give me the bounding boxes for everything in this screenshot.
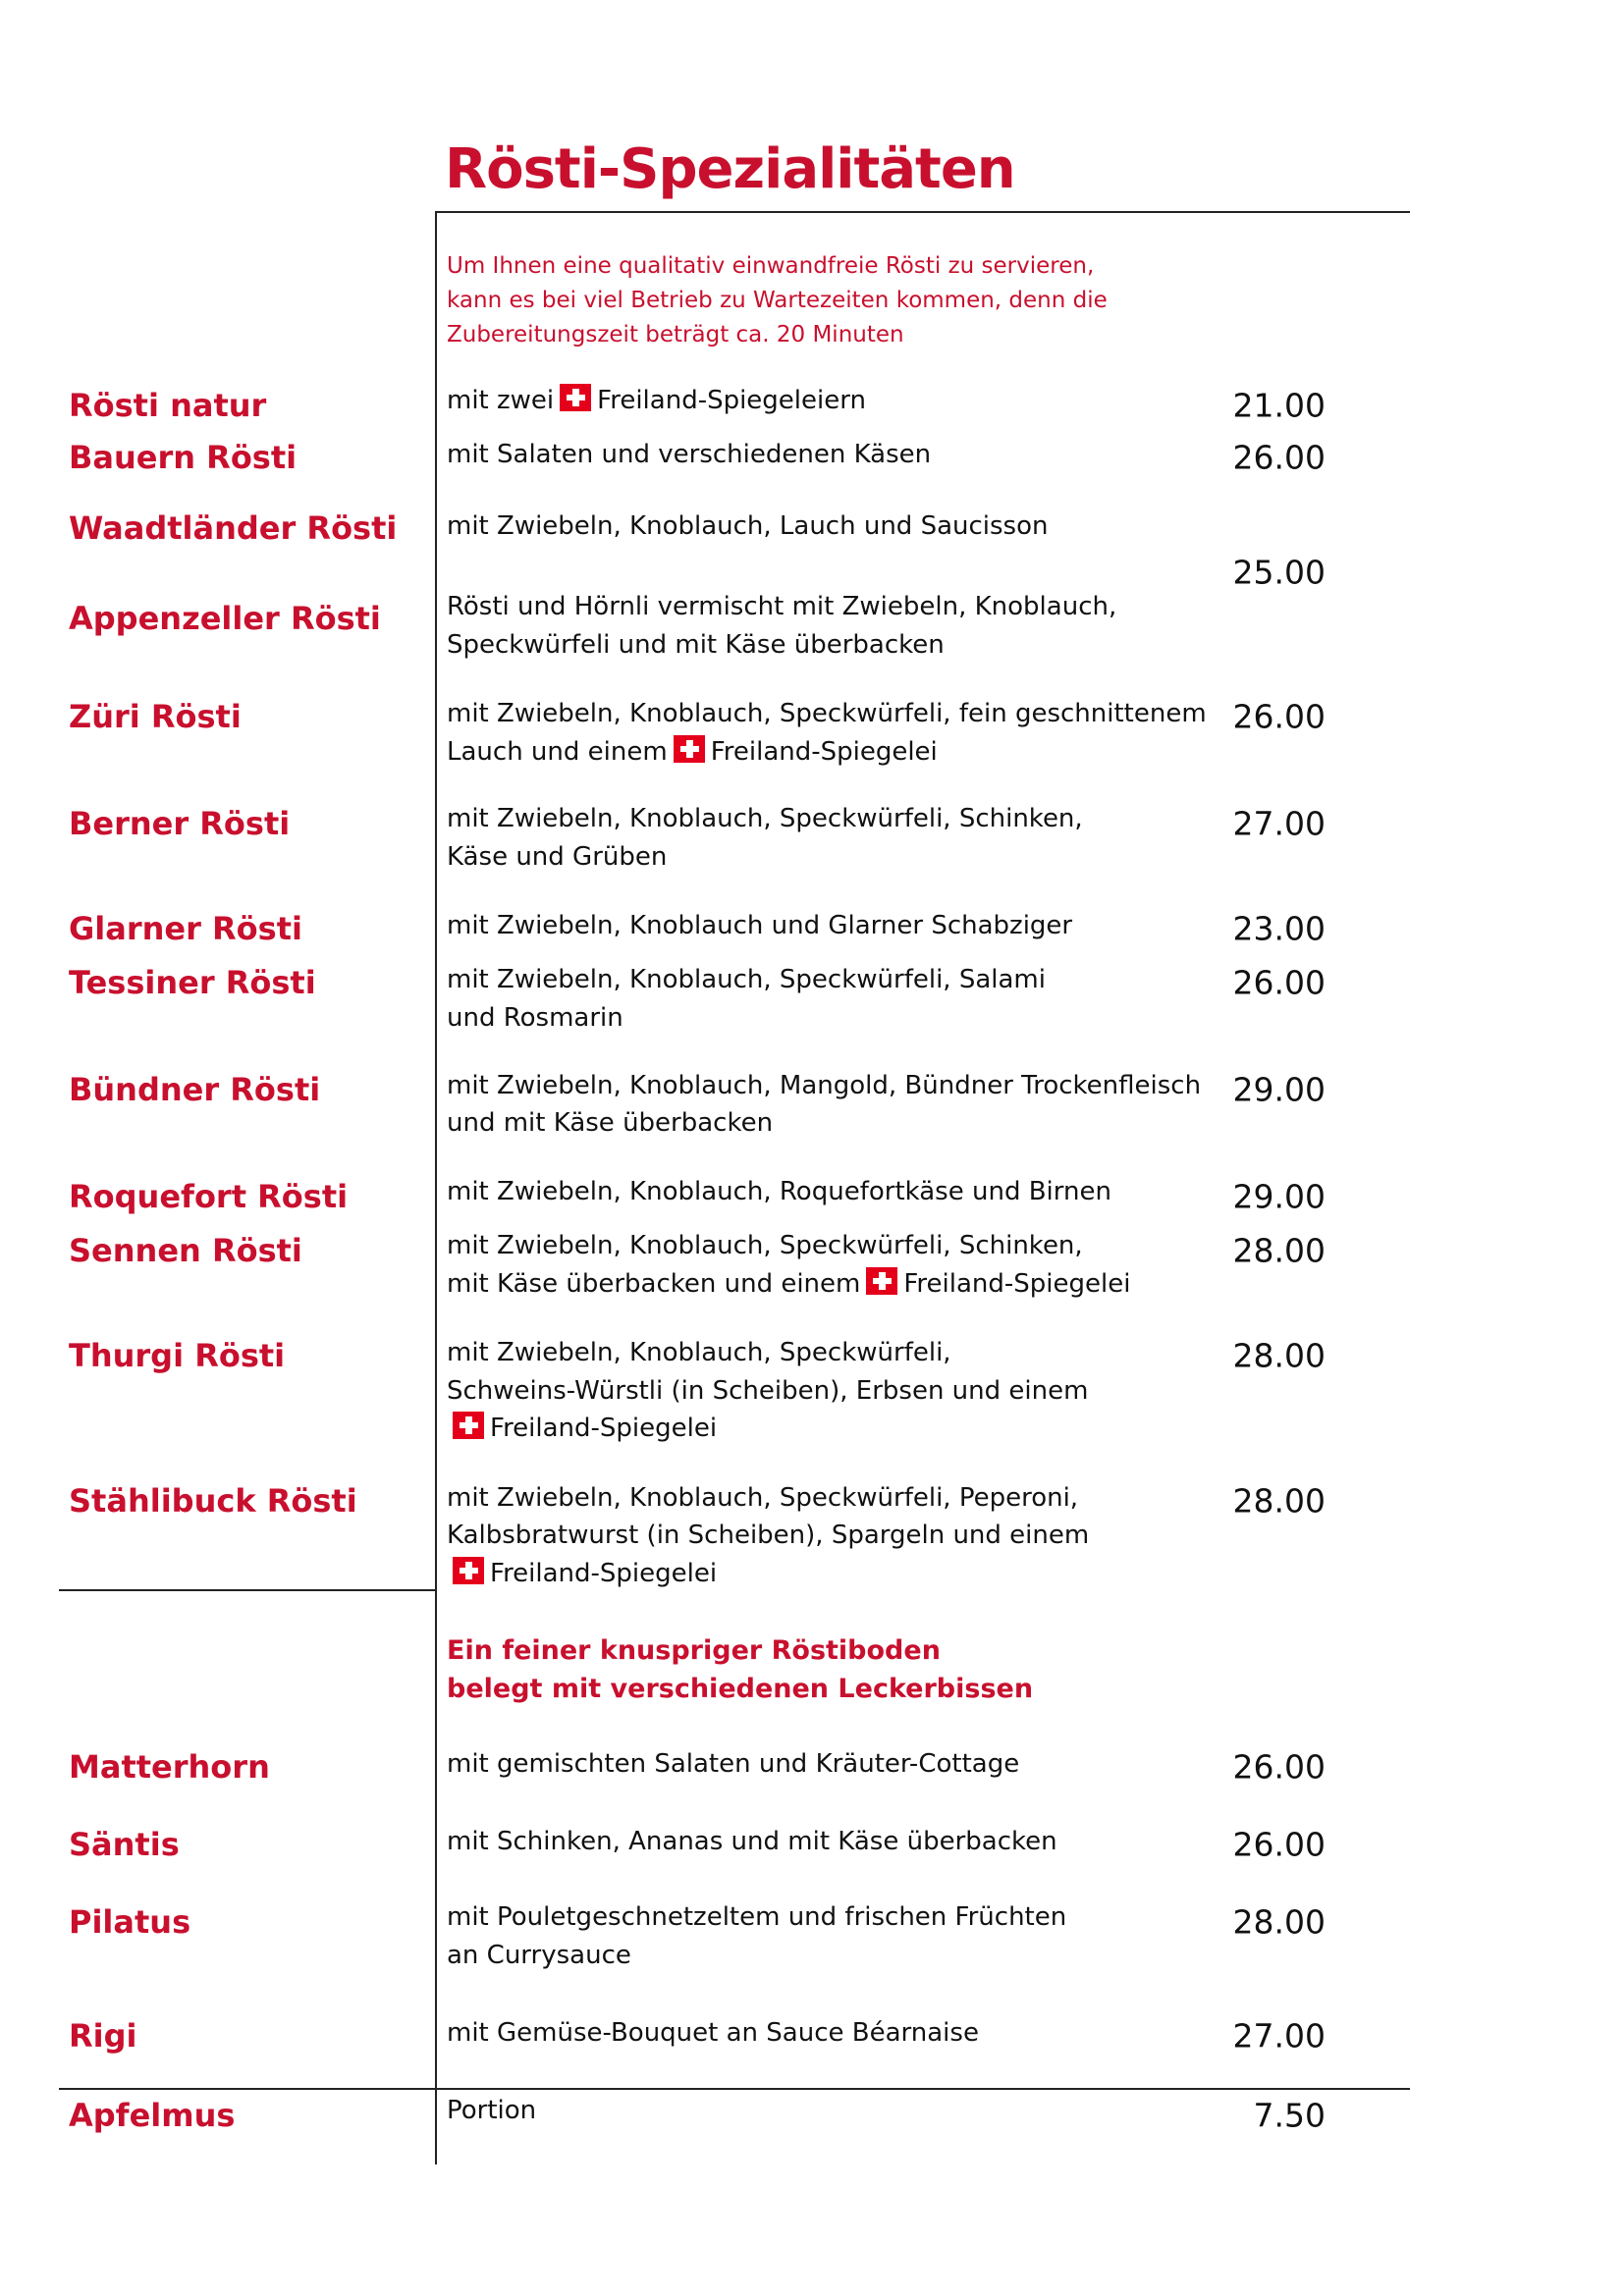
swiss-flag-icon — [560, 384, 591, 411]
description-text: Lauch und einem — [447, 736, 668, 767]
item-description — [447, 800, 1083, 876]
item-name: Thurgi Rösti — [69, 1337, 286, 1375]
item-name: Bauern Rösti — [69, 439, 298, 477]
item-price: 26.00 — [1232, 697, 1326, 736]
description-line — [447, 1517, 1089, 1555]
description-text: mit Schinken, Ananas und mit Käse überbacken — [447, 1826, 1057, 1856]
swiss-flag-icon — [453, 1557, 484, 1584]
description-text: mit Pouletgeschnetzeltem und frischen Früchten — [447, 1902, 1067, 1933]
item-name: Glarner Rösti — [69, 910, 302, 948]
description-line — [447, 999, 1046, 1038]
page-title: Rösti-Spezialitäten — [445, 137, 1015, 201]
item-price: 26.00 — [1232, 1825, 1326, 1864]
item-name: Berner Rösti — [69, 804, 291, 842]
description-line — [447, 1479, 1089, 1518]
intro-line: Zubereitungszeit beträgt ca. 20 Minuten — [447, 322, 904, 347]
item-price: 26.00 — [1232, 438, 1326, 477]
item-name: Roquefort Rösti — [69, 1177, 349, 1215]
description-text: Freiland-Spiegelei — [903, 1268, 1131, 1299]
item-description — [447, 1334, 1088, 1448]
description-text: an Currysauce — [447, 1940, 631, 1970]
item-description — [447, 1898, 1066, 1974]
description-line — [447, 1937, 1066, 1975]
description-text: mit Zwiebeln, Knoblauch, Roquefortkäse und Birnen — [447, 1177, 1111, 1207]
item-name: Säntis — [69, 1825, 180, 1863]
description-text: Freiland-Spiegelei — [490, 1414, 718, 1444]
item-description — [447, 2092, 536, 2130]
item-description — [447, 1479, 1089, 1593]
description-line — [447, 2014, 979, 2053]
item-name: Pilatus — [69, 1902, 191, 1941]
description-text: Rösti und Hörnli vermischt mit Zwiebeln, Knoblauch, — [447, 592, 1117, 622]
item-name: Stählibuck Rösti — [69, 1481, 357, 1520]
item-description — [447, 1067, 1201, 1143]
item-description — [447, 436, 931, 474]
description-text: Freiland-Spiegeleiern — [597, 386, 866, 416]
item-name: Apfelmus — [69, 2096, 236, 2134]
description-text: Freiland-Spiegelei — [710, 736, 938, 767]
swiss-flag-icon — [866, 1267, 897, 1295]
description-line — [447, 436, 931, 474]
description-text: Freiland-Spiegelei — [490, 1558, 718, 1588]
item-name: Bündner Rösti — [69, 1071, 321, 1109]
item-price: 28.00 — [1232, 1231, 1326, 1270]
divider-top — [435, 211, 1410, 213]
description-text: mit gemischten Salaten und Kräuter-Cottage — [447, 1748, 1020, 1779]
description-text: Portion — [447, 2096, 537, 2126]
description-text: mit Gemüse-Bouquet an Sauce Béarnaise — [447, 2018, 979, 2049]
description-line — [447, 1410, 1088, 1448]
description-line — [447, 1104, 1201, 1143]
description-text: mit Käse überbacken und einem — [447, 1268, 861, 1299]
description-text: mit Zwiebeln, Knoblauch, Speckwürfeli, Schinken, — [447, 804, 1083, 834]
description-line — [447, 733, 1207, 772]
description-line — [447, 1227, 1130, 1265]
description-line — [447, 1265, 1130, 1304]
description-text: mit Zwiebeln, Knoblauch, Speckwürfeli, fein geschnittenem — [447, 699, 1207, 729]
item-name: Rigi — [69, 2017, 137, 2056]
description-text: Kalbsbratwurst (in Scheiben), Spargeln und einem — [447, 1521, 1090, 1551]
item-price: 27.00 — [1232, 804, 1326, 843]
description-text: und Rosmarin — [447, 1002, 623, 1033]
item-name: Sennen Rösti — [69, 1231, 302, 1269]
description-text: mit Zwiebeln, Knoblauch, Speckwürfeli, — [447, 1338, 951, 1368]
item-description — [447, 1823, 1057, 1861]
description-text: mit Zwiebeln, Knoblauch, Speckwürfeli, Schinken, — [447, 1231, 1083, 1261]
description-line — [447, 1898, 1066, 1937]
item-description — [447, 907, 1072, 945]
description-text: mit Zwiebeln, Knoblauch, Mangold, Bündner Trockenfleisch — [447, 1070, 1202, 1100]
description-text: Schweins-Würstli (in Scheiben), Erbsen und einem — [447, 1375, 1089, 1406]
item-price: 27.00 — [1232, 2016, 1326, 2056]
item-price: 25.00 — [1232, 553, 1326, 592]
intro-line: kann es bei viel Betrieb zu Wartezeiten kommen, denn die — [447, 288, 1108, 313]
description-line — [447, 1067, 1201, 1105]
section-note-line: Ein feiner knuspriger Röstiboden — [447, 1635, 941, 1666]
item-name: Appenzeller Rösti — [69, 600, 381, 638]
description-line — [447, 588, 1116, 626]
item-price: 28.00 — [1232, 1481, 1326, 1521]
description-line — [447, 1173, 1111, 1211]
item-price: 26.00 — [1232, 1747, 1326, 1787]
item-description — [447, 2014, 979, 2053]
description-line — [447, 626, 1116, 665]
description-line — [447, 1555, 1089, 1593]
description-text: mit zwei — [447, 386, 555, 416]
item-description — [447, 382, 866, 420]
item-price: 28.00 — [1232, 1336, 1326, 1375]
item-description — [447, 1745, 1019, 1784]
description-text: Käse und Grüben — [447, 841, 668, 872]
item-price: 23.00 — [1232, 909, 1326, 948]
description-line — [447, 961, 1046, 999]
description-line — [447, 695, 1207, 733]
description-text: mit Zwiebeln, Knoblauch und Glarner Schabziger — [447, 911, 1073, 941]
item-name: Züri Rösti — [69, 698, 242, 736]
item-description — [447, 961, 1046, 1037]
item-price: 29.00 — [1232, 1070, 1326, 1109]
description-text: mit Zwiebeln, Knoblauch, Speckwürfeli, Salami — [447, 965, 1046, 995]
divider-bottom — [59, 2088, 1410, 2090]
intro-note — [447, 249, 1108, 352]
description-line — [447, 507, 1049, 546]
item-name: Matterhorn — [69, 1747, 270, 1786]
description-line — [447, 1372, 1088, 1411]
item-description — [447, 1173, 1111, 1211]
item-price: 21.00 — [1232, 386, 1326, 425]
divider-section — [59, 1589, 436, 1591]
section-note — [447, 1631, 1033, 1708]
item-name: Waadtländer Rösti — [69, 508, 398, 547]
item-price: 28.00 — [1232, 1902, 1326, 1942]
swiss-flag-icon — [674, 735, 705, 763]
item-price: 7.50 — [1253, 2096, 1326, 2135]
item-description — [447, 695, 1207, 771]
description-line — [447, 838, 1083, 877]
description-text: mit Zwiebeln, Knoblauch, Lauch und Saucisson — [447, 511, 1049, 542]
item-price: 26.00 — [1232, 963, 1326, 1002]
description-text: mit Salaten und verschiedenen Käsen — [447, 440, 932, 470]
swiss-flag-icon — [453, 1412, 484, 1439]
description-line — [447, 907, 1072, 945]
description-line — [447, 800, 1083, 838]
description-text: und mit Käse überbacken — [447, 1108, 774, 1139]
description-line — [447, 1334, 1088, 1372]
item-description — [447, 507, 1049, 546]
description-line — [447, 2092, 536, 2130]
description-text: mit Zwiebeln, Knoblauch, Speckwürfeli, Peperoni, — [447, 1482, 1079, 1513]
item-description — [447, 588, 1116, 664]
divider-vertical — [435, 211, 437, 2164]
description-line — [447, 1745, 1019, 1784]
description-line — [447, 382, 866, 420]
item-name: Tessiner Rösti — [69, 964, 316, 1002]
intro-line: Um Ihnen eine qualitativ einwandfreie Rösti zu servieren, — [447, 253, 1095, 279]
item-price: 29.00 — [1232, 1177, 1326, 1216]
section-note-line: belegt mit verschiedenen Leckerbissen — [447, 1674, 1034, 1704]
description-line — [447, 1823, 1057, 1861]
item-description — [447, 1227, 1130, 1303]
item-name: Rösti natur — [69, 386, 267, 424]
description-text: Speckwürfeli und mit Käse überbacken — [447, 629, 945, 660]
